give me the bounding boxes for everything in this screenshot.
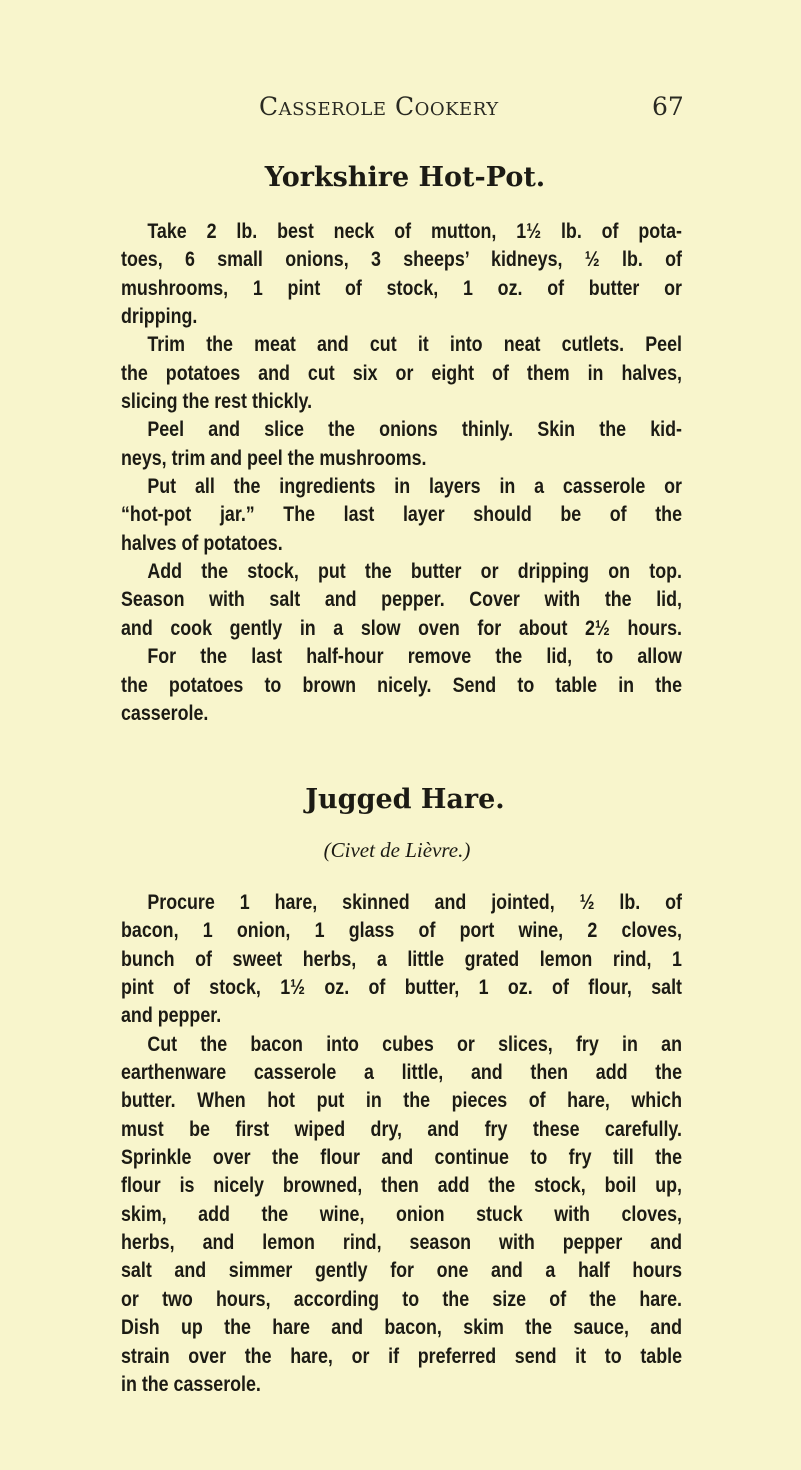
text-line: must be first wiped dry, and fry these carefully. bbox=[121, 1117, 682, 1141]
text-line: dripping. bbox=[121, 305, 198, 329]
text-line: Procure 1 hare, skinned and jointed, ½ lb. of bbox=[147, 891, 683, 914]
text-line: the potatoes to brown nicely. Send to table in the bbox=[121, 673, 682, 697]
running-title: Casserole Cookery bbox=[259, 92, 499, 121]
text-line: and cook gently in a slow oven for about 2½ hours. bbox=[121, 616, 682, 640]
text-line: mushrooms, 1 pint of stock, 1 oz. of butter or bbox=[121, 276, 682, 300]
recipe-subtitle-jugged-hare: (Civet de Lièvre.) bbox=[323, 838, 471, 862]
text-line: Trim the meat and cut it into neat cutlets. Peel bbox=[147, 333, 683, 357]
text-line: “hot-pot jar.” The last layer should be of the bbox=[121, 503, 682, 527]
text-line: For the last half-hour remove the lid, to allow bbox=[147, 645, 683, 669]
text-line: halves of potatoes. bbox=[121, 531, 283, 555]
text-line: salt and simmer gently for one and a half hours bbox=[121, 1259, 682, 1283]
text-line: Put all the ingredients in layers in a casserole or bbox=[147, 475, 683, 499]
text-line: Cut the bacon into cubes or slices, fry in an bbox=[147, 1032, 683, 1056]
text-line: toes, 6 small onions, 3 sheeps’ kidneys, ½ lb. of bbox=[121, 248, 682, 272]
text-line: Take 2 lb. best neck of mutton, 1½ lb. of pota- bbox=[147, 220, 683, 243]
page-number: 67 bbox=[652, 92, 684, 121]
text-line: slicing the rest thickly. bbox=[121, 390, 313, 414]
text-line: Season with salt and pepper. Cover with the lid, bbox=[121, 588, 682, 612]
recipe-title-yorkshire-hot-pot: Yorkshire Hot-Pot. bbox=[264, 162, 546, 193]
text-line: Peel and slice the onions thinly. Skin the kid- bbox=[147, 418, 683, 442]
recipe-title-jugged-hare: Jugged Hare. bbox=[305, 784, 505, 815]
text-line: skim, add the wine, onion stuck with cloves, bbox=[121, 1202, 682, 1226]
text-line: casserole. bbox=[121, 701, 209, 725]
text-line: bunch of sweet herbs, a little grated lemon rind, 1 bbox=[121, 947, 682, 971]
recipe-body-yorkshire-hot-pot bbox=[121, 218, 781, 728]
text-line: flour is nicely browned, then add the stock, boil up, bbox=[121, 1174, 682, 1198]
text-line: herbs, and lemon rind, season with pepper and bbox=[121, 1231, 682, 1255]
text-line: earthenware casserole a little, and then add the bbox=[121, 1061, 682, 1085]
text-line: neys, trim and peel the mushrooms. bbox=[121, 446, 427, 470]
text-line: Dish up the hare and bacon, skim the sauce, and bbox=[121, 1316, 682, 1340]
text-line: strain over the hare, or if preferred send it to table bbox=[121, 1344, 682, 1368]
text-line: Add the stock, put the butter or dripping on top. bbox=[147, 560, 683, 584]
text-line: in the casserole. bbox=[121, 1372, 261, 1396]
text-line: and pepper. bbox=[121, 1004, 222, 1028]
text-line: or two hours, according to the size of the hare. bbox=[121, 1287, 682, 1311]
text-line: pint of stock, 1½ oz. of butter, 1 oz. of flour, salt bbox=[121, 976, 682, 1000]
recipe-body-jugged-hare bbox=[121, 889, 781, 1399]
text-line: butter. When hot put in the pieces of hare, which bbox=[121, 1089, 682, 1113]
text-line: the potatoes and cut six or eight of them in halves, bbox=[121, 361, 682, 385]
text-line: Sprinkle over the flour and continue to fry till the bbox=[121, 1146, 682, 1170]
text-line: bacon, 1 onion, 1 glass of port wine, 2 cloves, bbox=[121, 919, 682, 943]
